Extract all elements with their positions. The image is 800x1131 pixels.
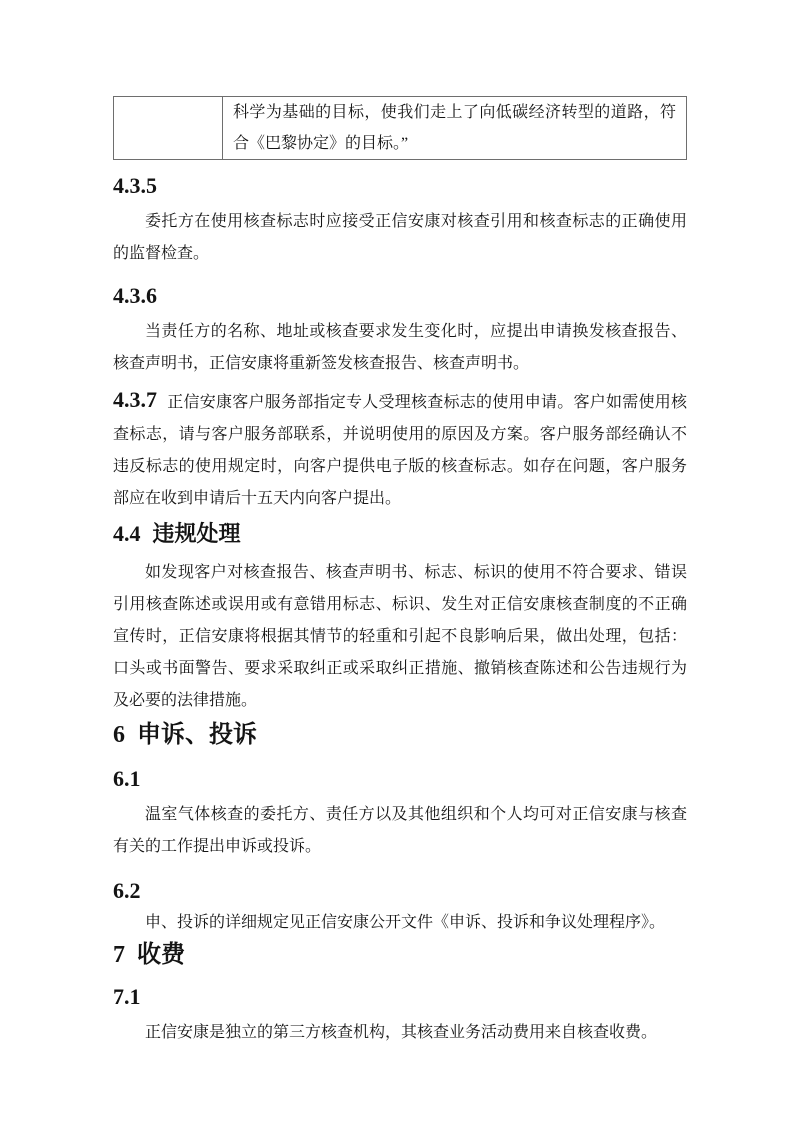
heading-6-1: 6.1 (113, 766, 141, 791)
table-cell-quote: 科学为基础的目标，使我们走上了向低碳经济转型的道路，符合《巴黎协定》的目标。” (223, 97, 687, 160)
heading-4-4-number: 4.4 (113, 521, 141, 546)
heading-7 (113, 939, 687, 971)
paragraph-4-3-7-text: 正信安康客户服务部指定专人受理核查标志的使用申请。客户如需使用核查标志，请与客户服务部联系，并说明使用的原因及方案。客户服务部经确认不违反标志的使用规定时，向客户提供电子版的核查标志。如存在问题，客户服务部应在收到申请后十五天内向客户提出。 (113, 394, 687, 507)
table-cell-empty (114, 97, 223, 160)
heading-4-3-7-number: 4.3.7 (113, 387, 157, 412)
heading-4-3-6: 4.3.6 (113, 283, 157, 308)
heading-7-title: 收费 (137, 942, 185, 968)
paragraph-4-3-6: 当责任方的名称、地址或核查要求发生变化时，应提出申请换发核查报告、核查声明书，正信安康将重新签发核查报告、核查声明书。 (113, 323, 687, 372)
heading-6-number: 6 (113, 722, 125, 748)
heading-4-4-title: 违规处理 (152, 521, 241, 546)
paragraph-6-2: 申、投诉的详细规定见正信安康公开文件《申诉、投诉和争议处理程序》。 (145, 914, 666, 931)
heading-4-4 (113, 519, 687, 549)
paragraph-4-3-5: 委托方在使用核查标志时应接受正信安康对核查引用和核查标志的正确使用的监督检查。 (113, 213, 687, 262)
paragraph-4-3-7 (113, 384, 687, 515)
heading-7-1: 7.1 (113, 984, 141, 1009)
heading-6-2: 6.2 (113, 878, 141, 903)
paragraph-6-1: 温室气体核查的委托方、责任方以及其他组织和个人均可对正信安康与核查有关的工作提出申诉或投诉。 (113, 806, 687, 855)
paragraph-7-1: 正信安康是独立的第三方核查机构，其核查业务活动费用来自核查收费。 (145, 1024, 658, 1041)
quote-table (113, 96, 687, 160)
heading-4-3-5: 4.3.5 (113, 173, 157, 198)
table-row (114, 97, 687, 160)
heading-6 (113, 719, 687, 751)
heading-6-title: 申诉、投诉 (137, 722, 257, 748)
paragraph-4-4: 如发现客户对核查报告、核查声明书、标志、标识的使用不符合要求、错误引用核查陈述或误用或有意错用标志、标识、发生对正信安康核查制度的不正确宣传时，正信安康将根据其情节的轻重和引起不良影响后果，做出处理，包括：口头或书面警告、要求采取纠正或采取纠正措施、撤销核查陈述和公告违规行为及必要的法律措施。 (113, 564, 687, 709)
heading-7-number: 7 (113, 942, 125, 968)
